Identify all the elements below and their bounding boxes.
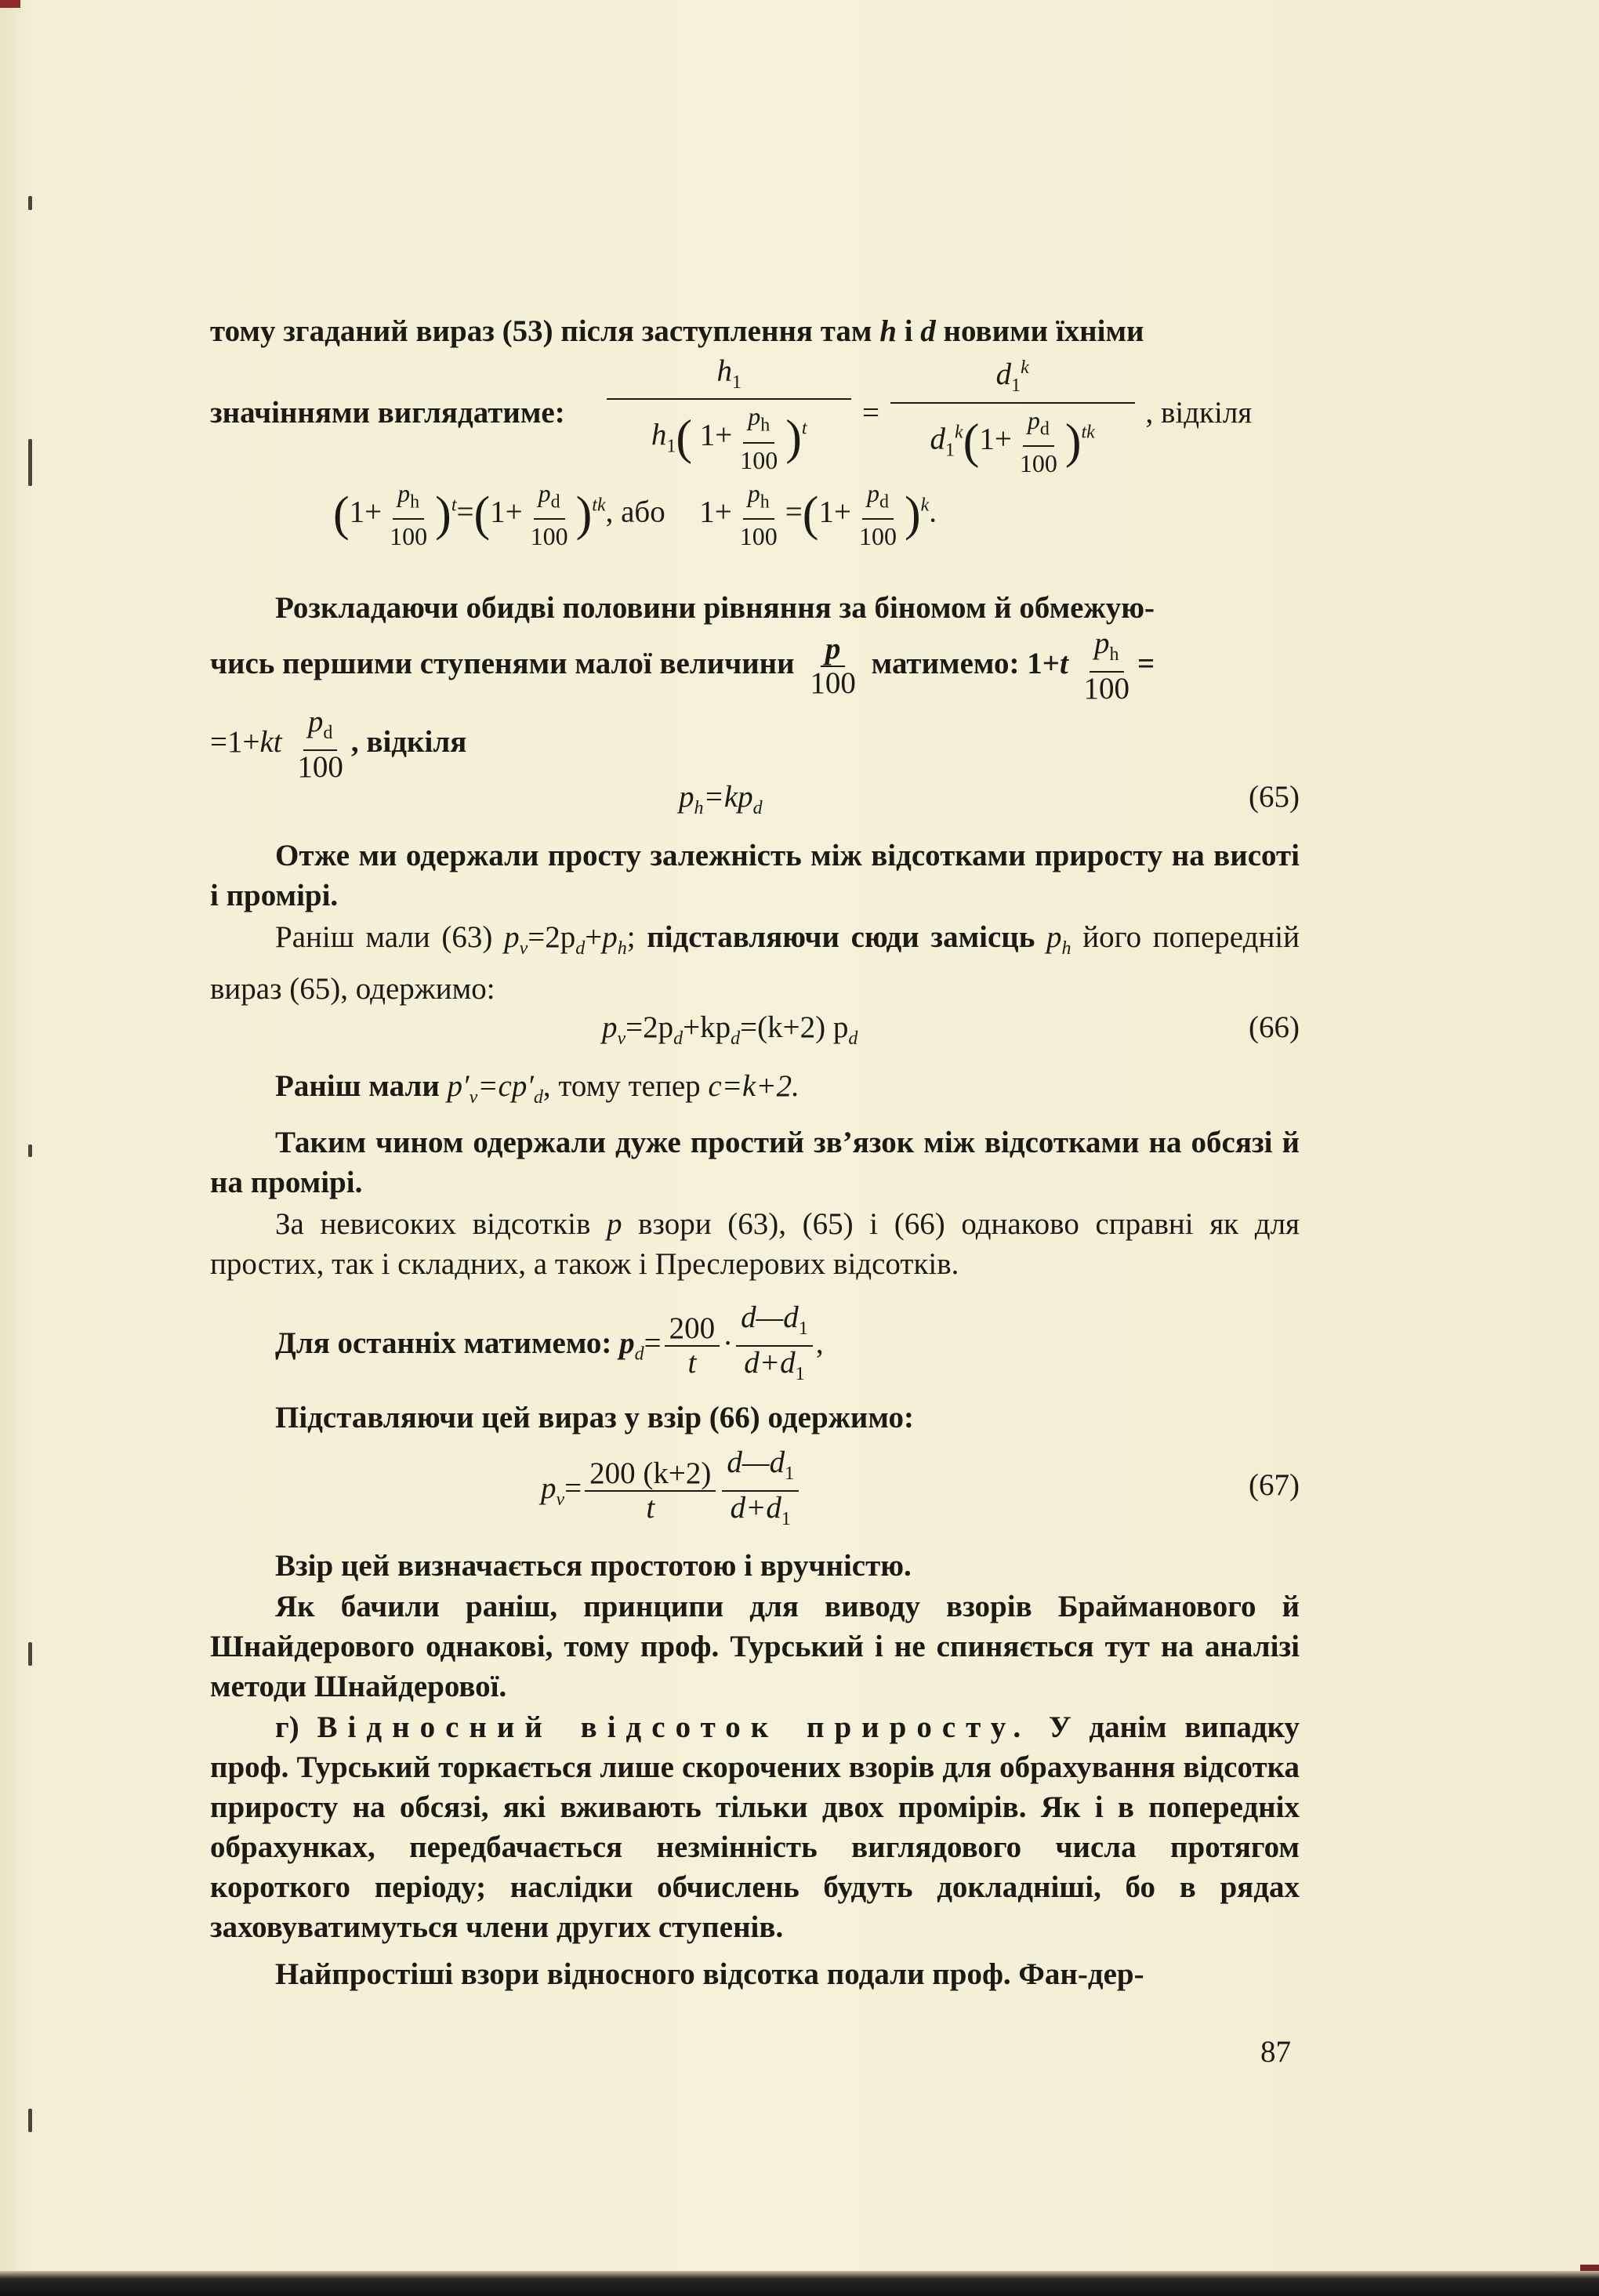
paragraph-2-line-3: =1+kt $\frac{p_d}{100}$ , відкіля <box>210 705 467 784</box>
paragraph-11: Як бачили раніш, принципи для виводу взорів Брайманового й Шнайдерового однакові, тому проф. Турський і не спиняється тут на аналізі методи Шнайдерової. <box>210 1590 1300 1703</box>
scan-bottom-edge <box>0 2271 1599 2296</box>
equation-67: $p_v=$ $\frac{200 (k+2)}{t}$ $\frac{d—d_1}{d+d_1}$ <box>541 1446 802 1536</box>
equation-66: $p_v=2p_d+kp_d=(k+2)$ $p_d$ <box>602 1010 858 1049</box>
equation-power: (1+ $\frac{p_h}{100}$ )$^t$=(1+ $\frac{p_d}{100}$ )$^{tk}$, або 1+ $\frac{p_h}{100}$ =(1+ $\frac{p_d}{100}$ )$^k$. <box>333 477 937 553</box>
fraction-h: $h_1$ $h_1$( 1+ $\frac{p_h}{100}$ )$^t$ <box>607 355 851 477</box>
scan-speck <box>28 1642 32 1666</box>
paragraph-2: Розкладаючи обидві половини рівняння за біномом й обмежую- <box>275 591 1155 625</box>
paragraph-7: За невисоких відсотків p взори (63), (65) і (66) однаково справні як для простих, так і складних, а також і Преслерових відсотків. <box>210 1207 1300 1281</box>
equation-label-65: (65) <box>1249 780 1300 814</box>
paragraph-10: Взір цей визначається простотою і вручністю. <box>275 1549 912 1583</box>
scan-corner-mark <box>0 0 20 8</box>
paragraph-8: Для останніх матимемо: $p_d=$ $\frac{200}{t}$ · $\frac{d—d_1}{d+d_1}$ , <box>275 1300 824 1384</box>
equation-65: $p_h=kp_d$ <box>679 780 763 818</box>
paragraph-1: тому згаданий вираз (53) після заступлення там h і d новими їхніми <box>210 314 1144 348</box>
scan-speck <box>28 2109 32 2132</box>
paragraph-6: Таким чином одержали дуже простий зв’язок між відсотками на обсязі й на промірі. <box>210 1126 1300 1199</box>
scan-speck <box>28 196 32 210</box>
fraction-d: $d_1^k$ $d_1^k(1+$ $\frac{p_d}{100}$ )$^{tk}$ <box>890 351 1135 480</box>
paragraph-9: Підставляючи цей вираз у взір (66) одержимо: <box>275 1401 914 1435</box>
equation-big-fraction: значіннями виглядатиме: $h_1$ $h_1$( 1+ $\frac{p_h}{100}$ )$^t$ = $d_1^k$ $d_1^k(1+$ $\frac{p_d}{100}$ )$^{tk}$ , відкіля <box>210 351 1252 480</box>
page-number: 87 <box>1260 2035 1291 2069</box>
section-heading: Відносний відсоток приросту. <box>317 1710 1032 1744</box>
paragraph-2-line-2: чись першими ступенями малої величини $\frac{p}{100}$ матимемо: 1+t $\frac{p_h}{100}$ = <box>210 626 1155 705</box>
paragraph-5: Раніш мали $p'_v=cp'_d$, тому тепер c=k+2. <box>275 1069 800 1108</box>
paragraph-12: г) Відносний відсоток приросту. У данім випадку проф. Турський торкається лише скорочених взорів для обрахування відсотка приросту на обсязі, які вживають тільки двох промірів. Як і в попередніх обрахунках, передбачається незмінність виглядового числа протягом короткого періоду; наслідки обчислень будуть докладніші, бо в рядах заховуватимуться члени других ступенів. <box>210 1710 1300 1944</box>
paragraph-13: Найпростіші взори відносного відсотка подали проф. Фан-дер- <box>275 1957 1144 1991</box>
paragraph-3: Отже ми одержали просту залежність між відсотками приросту на висоті і промірі. <box>210 839 1300 912</box>
equation-label-67: (67) <box>1249 1468 1300 1502</box>
paragraph-4: Раніш мали (63) $p_v=2p_d+p_h$; підставляючи сюди замісць $p_h$ його попередній вираз (65), одержимо: <box>210 920 1300 1006</box>
equation-label-66: (66) <box>1249 1010 1300 1044</box>
scan-speck <box>28 1144 32 1157</box>
scan-speck <box>28 439 32 486</box>
